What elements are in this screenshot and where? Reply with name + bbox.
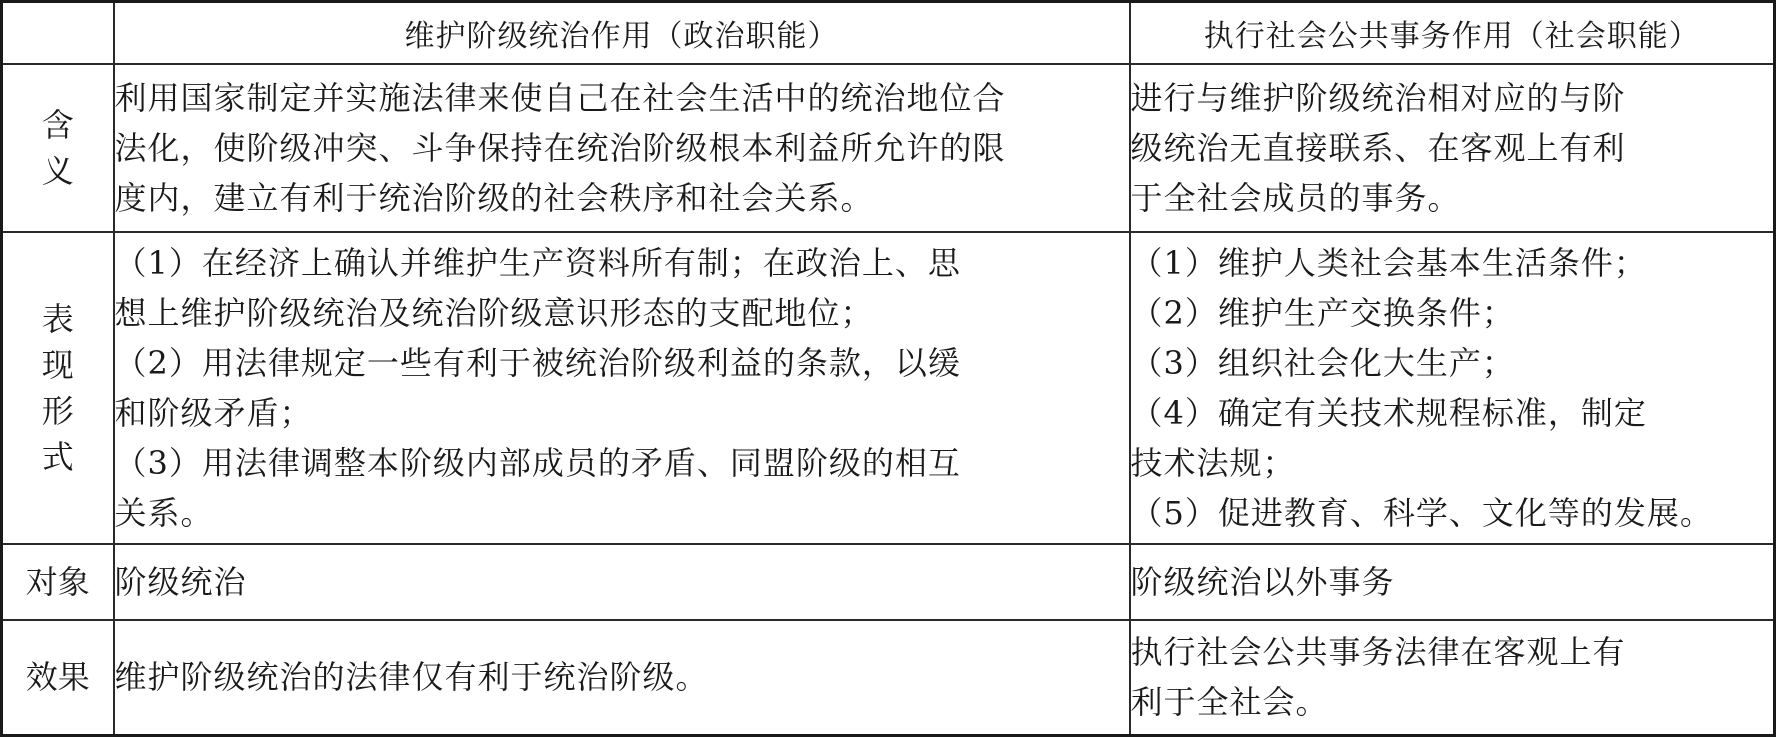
- forms-label-char: 现: [41, 345, 74, 384]
- forms-social-line: （1）维护人类社会基本生活条件；: [1130, 243, 1647, 282]
- forms-label-char: 表: [41, 299, 74, 338]
- forms-political-line: （3）用法律调整本阶级内部成员的矛盾、同盟阶级的相互: [114, 443, 961, 482]
- forms-political-line: （1）在经济上确认并维护生产资料所有制；在政治上、思: [114, 243, 961, 282]
- forms-political-line: 和阶级矛盾；: [114, 393, 313, 432]
- meaning-political-line: 法化，使阶级冲突、斗争保持在统治阶级根本利益所允许的限: [114, 128, 1006, 167]
- forms-label-char: 式: [41, 437, 74, 476]
- meaning-row: [2, 64, 1775, 232]
- header-corner-cell: [2, 2, 114, 64]
- forms-social-line: （5）促进教育、科学、文化等的发展。: [1130, 493, 1713, 532]
- forms-social-line: （2）维护生产交换条件；: [1130, 293, 1515, 332]
- meaning-label-char: 含: [41, 105, 74, 144]
- forms-label-char: 形: [41, 391, 74, 430]
- forms-political-line: 关系。: [114, 493, 214, 532]
- forms-social-line: （4）确定有关技术规程标准，制定: [1130, 393, 1647, 432]
- object-social-cell: [1130, 544, 1775, 620]
- object-political-text: 阶级统治: [114, 562, 247, 601]
- effect-political-text: 维护阶级统治的法律仅有利于统治阶级。: [114, 658, 709, 697]
- meaning-social-line: 于全社会成员的事务。: [1130, 178, 1461, 217]
- meaning-social-cell: [1130, 64, 1775, 232]
- forms-social-line: 技术法规；: [1130, 443, 1296, 482]
- forms-political-line: （2）用法律规定一些有利于被统治阶级利益的条款，以缓: [114, 343, 961, 382]
- meaning-political-line: 利用国家制定并实施法律来使自己在社会生活中的统治地位合: [114, 78, 1006, 117]
- object-social-text: 阶级统治以外事务: [1130, 562, 1395, 601]
- forms-political-cell: [114, 232, 1130, 544]
- object-row: [2, 544, 1775, 620]
- header-row: [2, 2, 1775, 64]
- effect-label: 效果: [2, 620, 114, 736]
- meaning-social-line: 进行与维护阶级统治相对应的与阶: [1130, 78, 1626, 117]
- meaning-political-line: 度内，建立有利于统治阶级的社会秩序和社会关系。: [114, 178, 874, 217]
- header-political-function: 维护阶级统治作用（政治职能）: [114, 2, 1130, 64]
- object-label: 对象: [2, 544, 114, 620]
- forms-label: [2, 232, 114, 544]
- header-social-function: 执行社会公共事务作用（社会职能）: [1130, 2, 1775, 64]
- effect-political-cell: [114, 620, 1130, 736]
- forms-social-cell: [1130, 232, 1775, 544]
- meaning-social-line: 级统治无直接联系、在客观上有利: [1130, 128, 1626, 167]
- effect-social-cell: [1130, 620, 1775, 736]
- effect-social-line: 利于全社会。: [1130, 683, 1329, 722]
- forms-social-line: （3）组织社会化大生产；: [1130, 343, 1515, 382]
- forms-political-line: 想上维护阶级统治及统治阶级意识形态的支配地位；: [114, 293, 874, 332]
- meaning-label-char: 义: [41, 151, 74, 190]
- meaning-political-cell: [114, 64, 1130, 232]
- forms-row: [2, 232, 1775, 544]
- meaning-label: [2, 64, 114, 232]
- object-political-cell: [114, 544, 1130, 620]
- effect-social-line: 执行社会公共事务法律在客观上有: [1130, 633, 1626, 672]
- effect-row: [2, 620, 1775, 736]
